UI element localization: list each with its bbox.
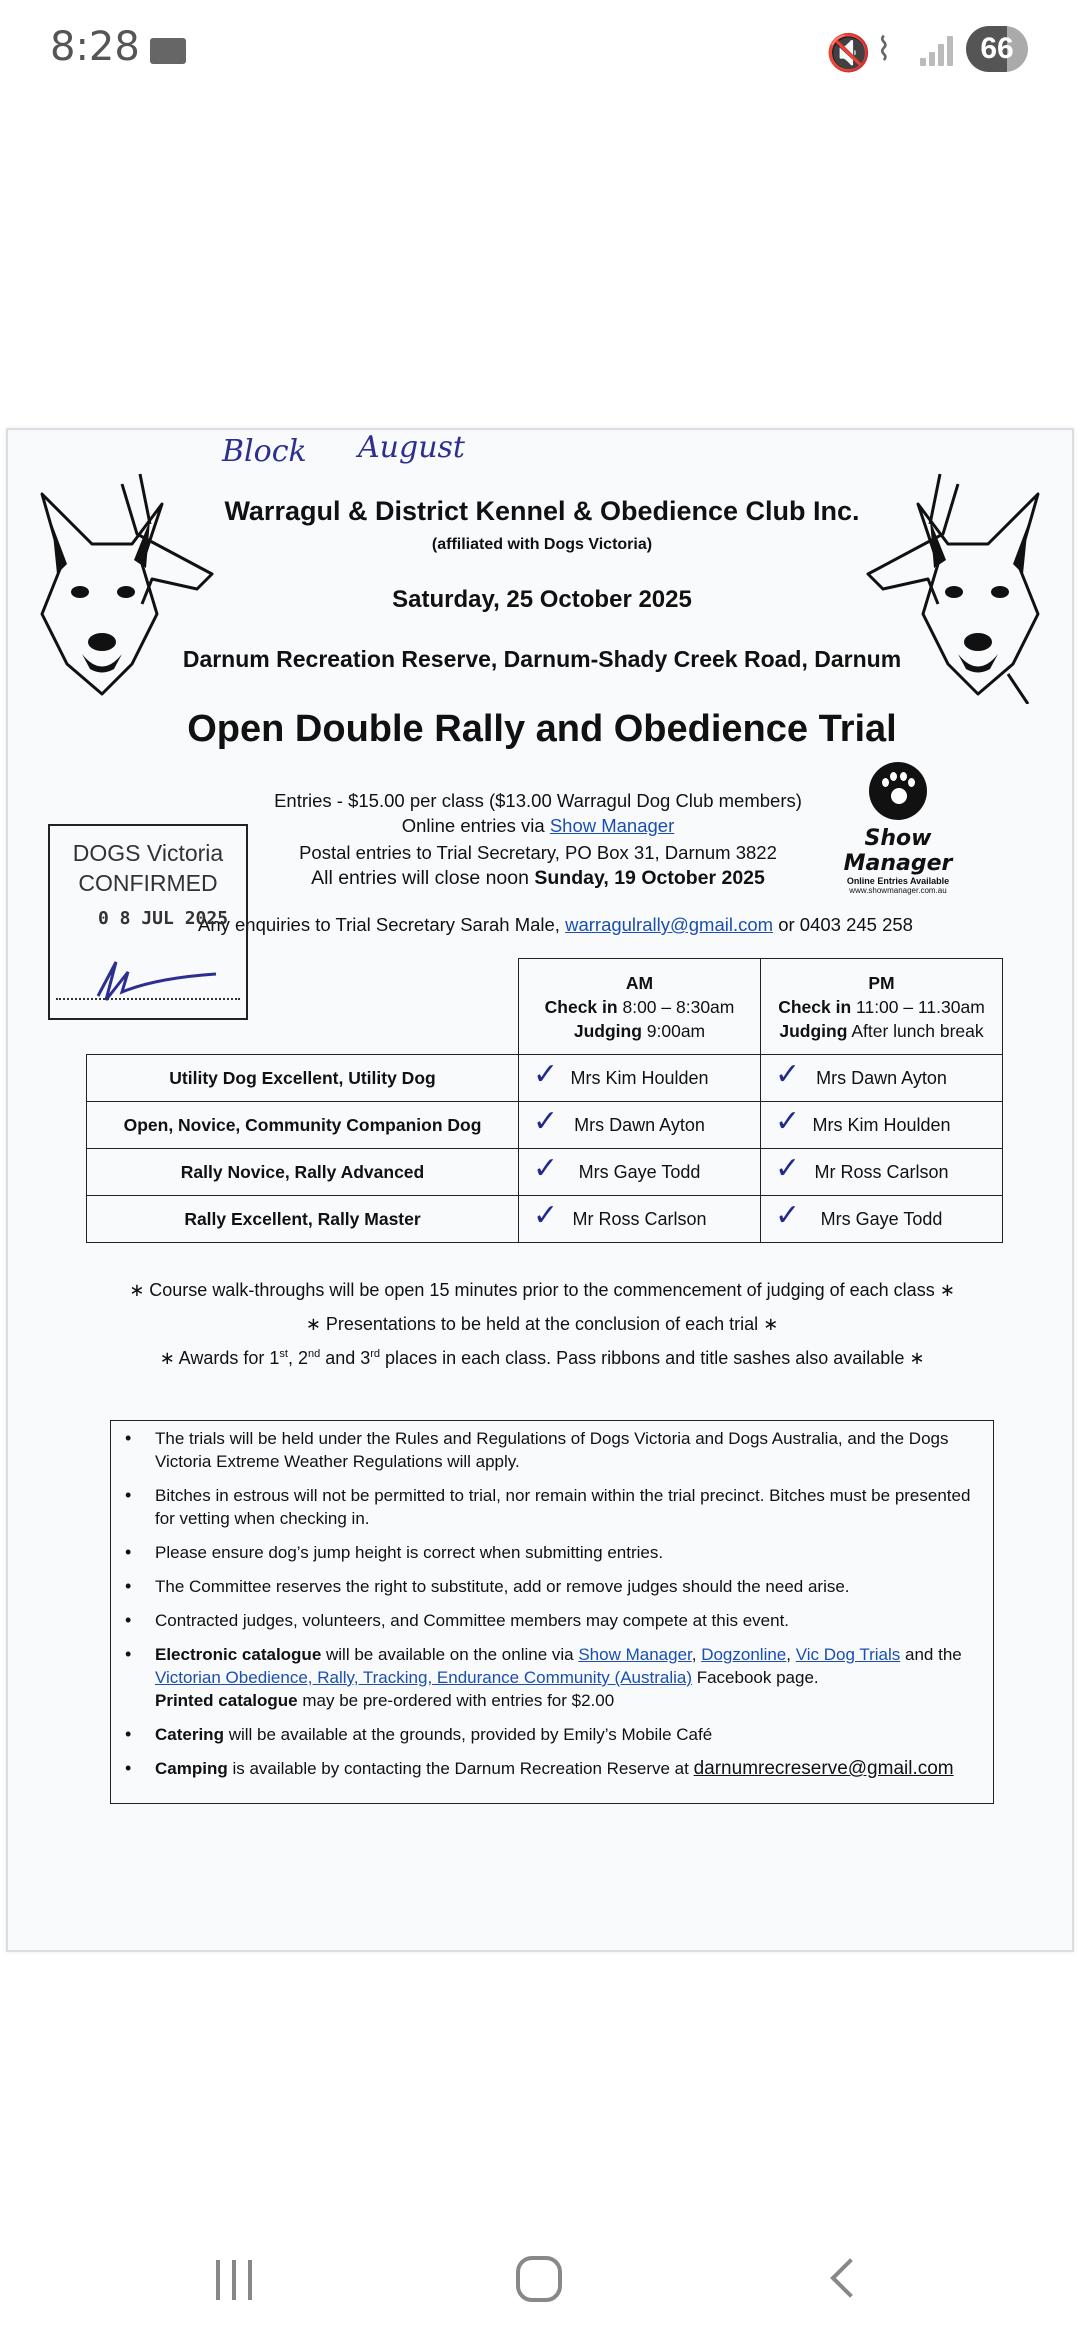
am-judge: ✓ Mrs Kim Houlden: [519, 1055, 761, 1102]
battery-icon: 66: [966, 26, 1028, 72]
dogzonline-link[interactable]: Dogzonline: [701, 1645, 787, 1664]
postal-entries: Postal entries to Trial Secretary, PO Box 31, Darnum 3822: [299, 842, 777, 863]
class-name: Rally Novice, Rally Advanced: [87, 1149, 519, 1196]
handwritten-note-left: Block: [222, 434, 307, 469]
home-button[interactable]: [516, 2256, 562, 2302]
enquiries-phone: or 0403 245 258: [778, 914, 913, 935]
tick-icon: ✓: [775, 1105, 801, 1138]
online-entries: [258, 813, 818, 838]
online-entries-label: Online entries via: [401, 815, 545, 836]
note-walkthrough: ∗ Course walk-throughs will be open 15 minutes prior to the commencement of judging of each class ∗: [129, 1280, 955, 1300]
event-date: Saturday, 25 October 2025: [392, 586, 692, 613]
paw-icon: [869, 762, 927, 820]
stamp-line2: CONFIRMED: [78, 870, 218, 896]
am-judge: ✓ Mrs Dawn Ayton: [519, 1102, 761, 1149]
list-item: • Bitches in estrous will not be permitted to trial, nor remain within the trial precinct. Bitches must be presented for vetting when checking in.: [155, 1484, 979, 1530]
navigation-bar: [0, 2220, 1080, 2340]
tick-icon: ✓: [533, 1199, 559, 1232]
note-presentations: ∗ Presentations to be held at the conclusion of each trial ∗: [305, 1314, 779, 1334]
show-manager-logo: [808, 762, 988, 895]
document-image[interactable]: [6, 428, 1074, 1952]
affiliation: (affiliated with Dogs Victoria): [431, 536, 653, 553]
signal-icon: [920, 34, 956, 66]
club-name: Warragul & District Kennel & Obedience Club Inc.: [224, 496, 860, 526]
am-judge: ✓ Mr Ross Carlson: [519, 1196, 761, 1243]
pm-judge: ✓ Mr Ross Carlson: [761, 1149, 1003, 1196]
tick-icon: ✓: [775, 1152, 801, 1185]
show-manager-logo-url: www.showmanager.com.au: [849, 886, 947, 895]
tick-icon: ✓: [775, 1199, 801, 1232]
show-manager-catalogue-link[interactable]: Show Manager: [578, 1645, 692, 1664]
entries-close-date: Sunday, 19 October 2025: [534, 867, 765, 889]
class-name: Rally Excellent, Rally Master: [87, 1196, 519, 1243]
show-manager-logo-name: Show Manager: [843, 826, 953, 876]
handwritten-note-right: August: [358, 430, 465, 465]
camping-email-link[interactable]: darnumrecreserve@gmail.com: [693, 1758, 954, 1779]
event-venue: Darnum Recreation Reserve, Darnum-Shady Creek Road, Darnum: [182, 646, 902, 672]
recent-apps-button[interactable]: [216, 2260, 256, 2300]
am-judge: ✓ Mrs Gaye Todd: [519, 1149, 761, 1196]
tick-icon: ✓: [533, 1058, 559, 1091]
enquiries-email-link[interactable]: warragulrally@gmail.com: [565, 914, 774, 935]
enquiries: [198, 914, 913, 936]
stamp-line1: DOGS Victoria: [72, 840, 224, 866]
pm-judge: ✓ Mrs Kim Houlden: [761, 1102, 1003, 1149]
tick-icon: ✓: [533, 1105, 559, 1138]
table-row: [87, 1102, 1003, 1149]
list-item: • Camping is available by contacting the Darnum Recreation Reserve at darnumrecreserve@gmail.com: [155, 1757, 979, 1780]
back-button[interactable]: [830, 2258, 870, 2298]
list-item: • Please ensure dog’s jump height is correct when submitting entries.: [155, 1541, 979, 1564]
show-manager-logo-sub: Online Entries Available: [846, 876, 950, 886]
list-item: • The Committee reserves the right to substitute, add or remove judges should the need arise.: [155, 1575, 979, 1598]
table-row: [87, 1055, 1003, 1102]
wifi-icon: ⌇: [876, 31, 892, 67]
list-item: • Electronic catalogue will be available on the online via Show Manager, Dogzonline, Vic Dog Trials and the Victorian Obedience, Rally, Tracking, Endurance Community (Australia) Facebook page. Printed catalogue may be pre-ordered with entries for $2.00: [155, 1643, 979, 1712]
stamp-date: 0 8 JUL 2025: [98, 908, 229, 929]
show-manager-link[interactable]: Show Manager: [549, 815, 675, 836]
table-row: [87, 1196, 1003, 1243]
facebook-community-link[interactable]: Victorian Obedience, Rally, Tracking, Endurance Community (Australia): [155, 1668, 692, 1687]
status-bar: [0, 0, 1080, 100]
list-item: • Catering will be available at the grounds, provided by Emily’s Mobile Café: [155, 1723, 979, 1746]
mail-icon: [150, 38, 186, 64]
list-item: • Contracted judges, volunteers, and Committee members may compete at this event.: [155, 1609, 979, 1632]
class-name: Open, Novice, Community Companion Dog: [87, 1102, 519, 1149]
table-row: [87, 1149, 1003, 1196]
pm-judge: ✓ Mrs Dawn Ayton: [761, 1055, 1003, 1102]
rules-box: [110, 1420, 994, 1804]
entries-close: [258, 866, 818, 891]
list-item: • The trials will be held under the Rules and Regulations of Dogs Victoria and Dogs Australia, and the Dogs Victoria Extreme Weather Regulations will apply.: [155, 1427, 979, 1473]
vic-dog-trials-link[interactable]: Vic Dog Trials: [795, 1645, 901, 1664]
enquiries-label: Any enquiries to Trial Secretary Sarah Male,: [198, 914, 560, 935]
clock: 8:28: [50, 24, 140, 70]
am-header: AM Check in 8:00 – 8:30am Judging 9:00am: [519, 959, 761, 1055]
pm-header: PM Check in 11:00 – 11.30am Judging After lunch break: [761, 959, 1003, 1055]
note-awards: ∗ Awards for 1st, 2nd and 3rd places in each class. Pass ribbons and title sashes also available ∗: [159, 1348, 925, 1368]
tick-icon: ✓: [533, 1152, 559, 1185]
tick-icon: ✓: [775, 1058, 801, 1091]
trial-title: Open Double Rally and Obedience Trial: [187, 708, 897, 750]
judging-schedule-table: [86, 958, 1003, 1243]
mute-icon: 🔇: [826, 32, 871, 73]
entry-fee: Entries - $15.00 per class ($13.00 Warragul Dog Club members): [274, 790, 802, 811]
pm-judge: ✓ Mrs Gaye Todd: [761, 1196, 1003, 1243]
entries-close-label: All entries will close noon: [311, 867, 529, 889]
class-name: Utility Dog Excellent, Utility Dog: [87, 1055, 519, 1102]
